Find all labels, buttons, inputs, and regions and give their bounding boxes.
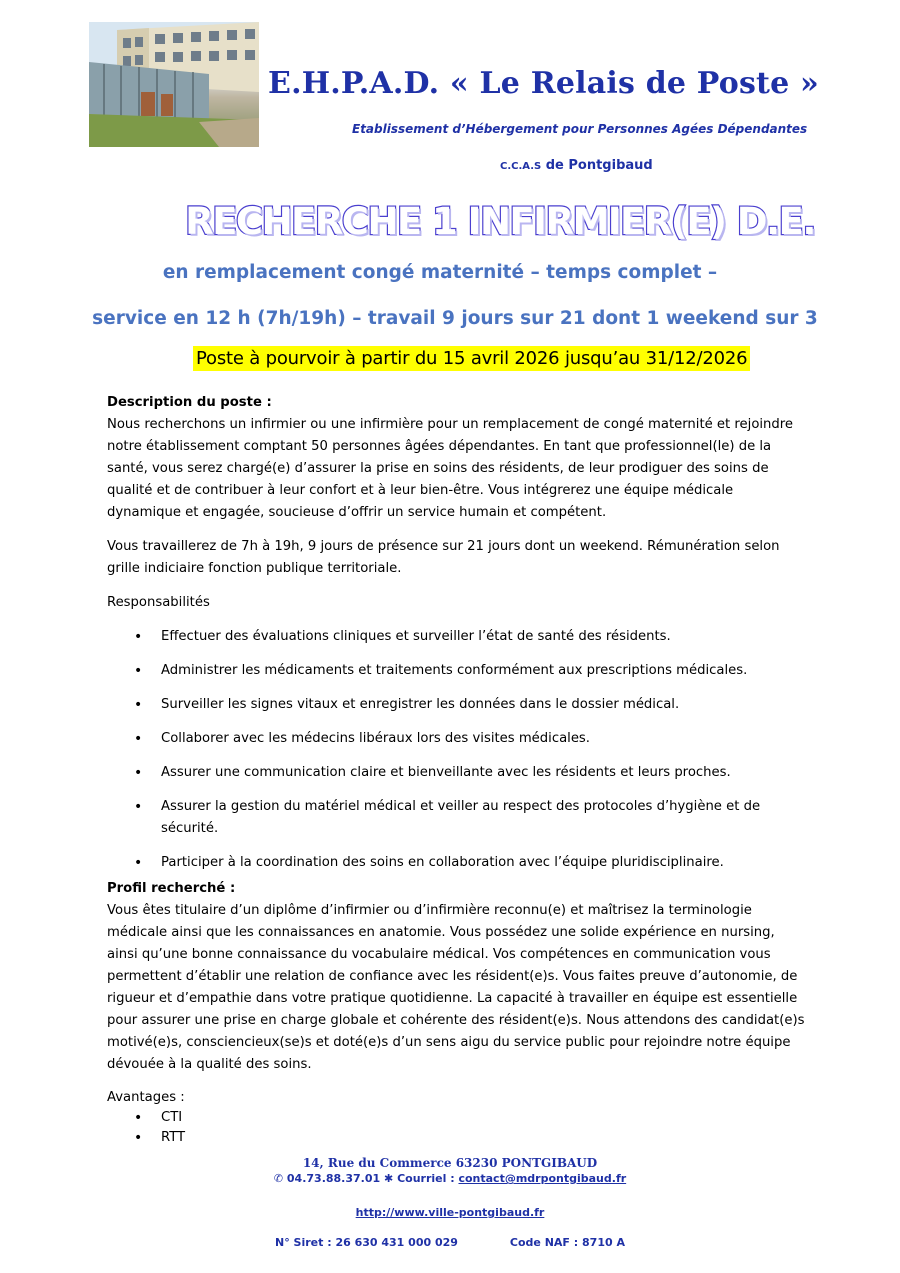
description-heading: Description du poste : xyxy=(107,395,272,410)
list-item: • Assurer la gestion du matériel médical et veiller au respect des protocoles d’hygiène et de sécurité. xyxy=(107,796,807,840)
footer-website xyxy=(0,1206,900,1219)
responsibilities-heading: Responsabilités xyxy=(107,595,210,610)
ccas-line xyxy=(500,158,653,173)
footer-identifiers xyxy=(0,1236,900,1249)
footer-naf: Code NAF : 8710 A xyxy=(509,1236,625,1249)
list-item: • RTT xyxy=(107,1128,807,1148)
list-item: • Participer à la coordination des soins en collaboration avec l’équipe pluridisciplinaire. xyxy=(107,852,807,874)
footer-siret: N° Siret : 26 630 431 000 029 xyxy=(275,1236,458,1249)
list-item: • Administrer les médicaments et traitements conformément aux prescriptions médicales. xyxy=(107,660,807,682)
list-item: • Assurer une communication claire et bienveillante avec les résidents et leurs proches. xyxy=(107,762,807,784)
ccas-prefix: C.C.A.S xyxy=(500,161,542,172)
contract-line: en remplacement congé maternité – temps complet – xyxy=(162,262,718,283)
org-subtitle: Etablissement d’Hébergement pour Personnes Agées Dépendantes xyxy=(352,122,808,136)
org-title: E.H.P.A.D. « Le Relais de Poste » xyxy=(268,66,819,101)
schedule-line: service en 12 h (7h/19h) – travail 9 jours sur 21 dont 1 weekend sur 3 xyxy=(92,308,818,329)
website-link[interactable]: http://www.ville-pontgibaud.fr xyxy=(355,1206,545,1219)
availability-text: Poste à pourvoir à partir du 15 avril 2026 jusqu’au 31/12/2026 xyxy=(193,346,750,371)
footer-email-label: Courriel : xyxy=(397,1172,455,1185)
email-link[interactable]: contact@mdrpontgibaud.fr xyxy=(458,1172,627,1185)
asterisk-icon: ✱ xyxy=(384,1172,394,1185)
job-headline: RECHERCHE 1 INFIRMIER(E) D.E. xyxy=(185,200,815,243)
ccas-suffix: de Pontgibaud xyxy=(541,158,653,173)
list-item: • CTI xyxy=(107,1108,807,1128)
profile-heading: Profil recherché : xyxy=(107,881,236,896)
list-item: • Effectuer des évaluations cliniques et surveiller l’état de santé des résidents. xyxy=(107,626,807,648)
profile-paragraph: Vous êtes titulaire d’un diplôme d’infirmier ou d’infirmière reconnu(e) et maîtrisez la terminologie médicale ainsi que les connaissances en anatomie. Vous possédez une solide expérience en nursing, ainsi qu’une bonne connaissance du vocabulaire médical. Vos compétences en communication vous permettent d’établir une relation de confiance avec les résident(e)s. Vous faites preuve d’autonomie, de rigueur et d’empathie dans votre pratique quotidienne. La capacité à travailler en équipe est essentielle pour assurer une prise en charge globale et cohérente des résident(e)s. Nous attendons des candidat(e)s motivé(e)s, consciencieux(se)s et doté(e)s d’un sens aigu du service public pour rejoindre notre équipe dévouée à la qualité des soins. xyxy=(107,903,805,1072)
building-photo xyxy=(89,22,259,147)
footer-address: 14, Rue du Commerce 63230 PONTGIBAUD xyxy=(302,1156,598,1170)
advantages-heading: Avantages : xyxy=(107,1090,185,1105)
availability-banner xyxy=(193,346,750,371)
footer-contact xyxy=(0,1172,900,1185)
responsibilities-list xyxy=(107,626,807,874)
advantages-list xyxy=(107,1108,807,1148)
list-item: • Collaborer avec les médecins libéraux lors des visites médicales. xyxy=(107,728,807,750)
job-description-body xyxy=(107,392,807,1148)
description-paragraph-2: Vous travaillerez de 7h à 19h, 9 jours de présence sur 21 jours dont un weekend. Rémunération selon grille indiciaire fonction publique territoriale. xyxy=(107,539,780,576)
footer-phone: 04.73.88.37.01 xyxy=(286,1172,381,1185)
description-paragraph-1: Nous recherchons un infirmier ou une infirmière pour un remplacement de congé maternité et rejoindre notre établissement comptant 50 personnes âgées dépendantes. En tant que professionnel(le) de la santé, vous serez chargé(e) d’assurer la prise en soins des résidents, de leur prodiguer des soins de qualité et de contribuer à leur confort et à leur bien-être. Vous intégrerez une équipe médicale dynamique et engagée, soucieuse d’offrir un service humain et compétent. xyxy=(107,417,794,520)
phone-icon: ✆ xyxy=(273,1172,284,1185)
list-item: • Surveiller les signes vitaux et enregistrer les données dans le dossier médical. xyxy=(107,694,807,716)
